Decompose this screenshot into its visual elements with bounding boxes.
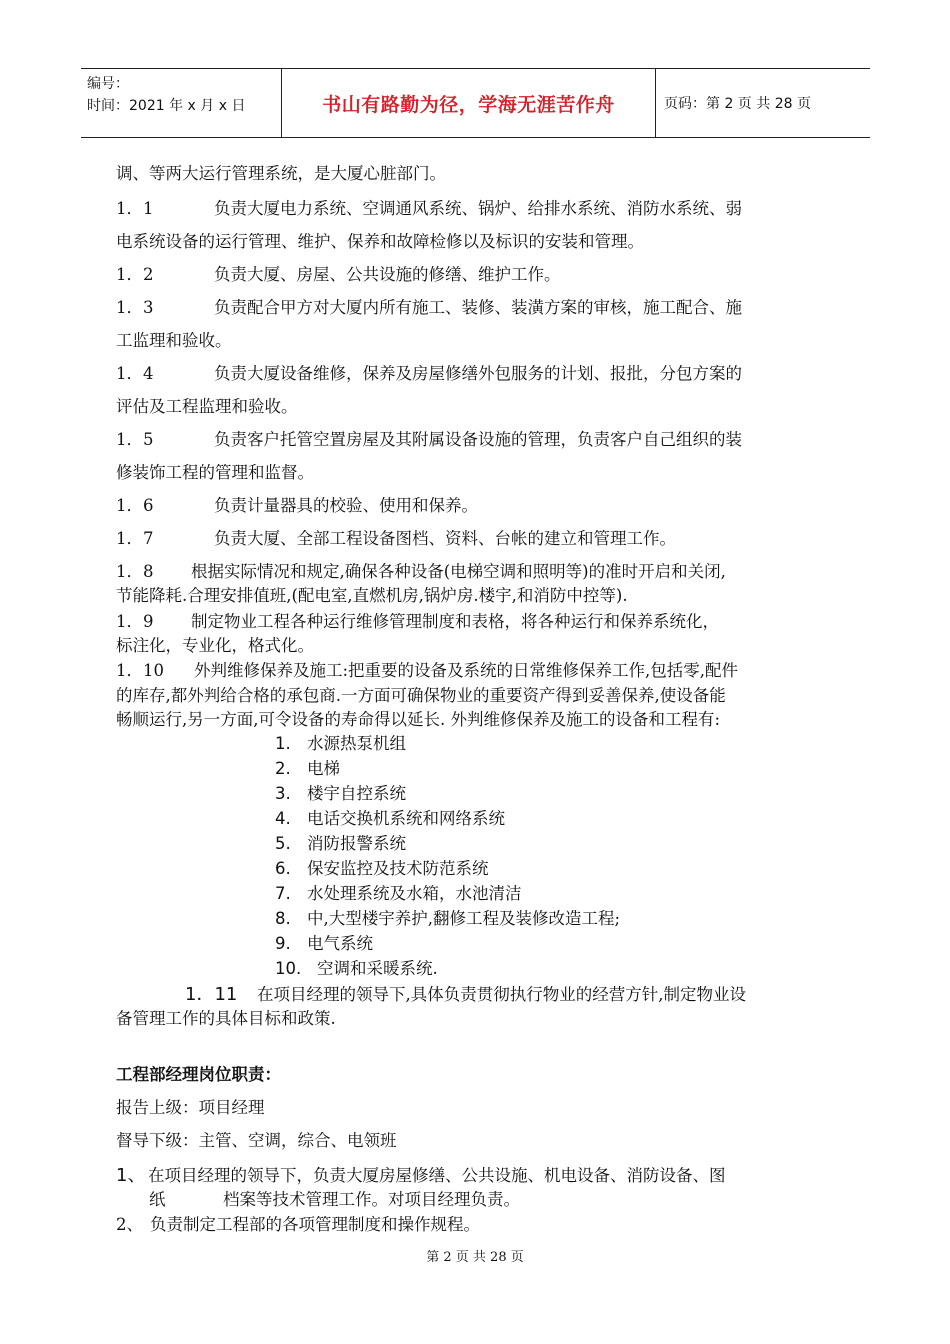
para-1-11 [185,980,746,1006]
equipment-list-item [275,755,340,779]
list-item-text: 消防报警系统 [307,834,406,853]
duty-number: 1、 [116,1165,146,1186]
para-1-9 [116,608,719,632]
list-item-number: 10. [275,959,302,978]
list-item-number: 5. [275,834,291,853]
equipment-list-item [275,880,522,904]
para-number: 1．5 [116,430,154,449]
equipment-list-item [275,830,406,854]
para-1-8-cont: 节能降耗.合理安排值班,(配电室,直燃机房,锅炉房.楼宇,和消防中控等). [116,586,628,605]
list-item-number: 4. [275,809,291,828]
para-1-4-cont: 评估及工程监理和验收。 [116,397,298,416]
list-item-number: 3. [275,784,291,803]
list-item-text: 中,大型楼宇养护,翻修工程及装修改造工程; [307,909,621,928]
para-text: 在项目经理的领导下,具体负责贯彻执行物业的经营方针,制定物业设 [257,985,746,1004]
header-meta [81,69,281,137]
duty-text: 负责制定工程部的各项管理制度和操作规程。 [150,1215,480,1234]
para-1-5 [116,426,742,450]
equipment-list-item [275,780,406,804]
supervise-subordinates: 督导下级：主管、空调，综合、电领班 [116,1131,397,1150]
list-item-number: 9. [275,934,291,953]
equipment-list-item [275,905,620,929]
header-motto: 书山有路勤为径，学海无涯苦作舟 [281,69,656,137]
para-1-1-cont: 电系统设备的运行管理、维护、保养和故障检修以及标识的安装和管理。 [116,232,644,251]
duty-text: 在项目经理的领导下，负责大厦房屋修缮、公共设施、机电设备、消防设备、图 [148,1166,726,1185]
para-1-3-cont: 工监理和验收。 [116,331,232,350]
page-header [81,68,870,138]
para-number: 1．11 [185,984,238,1005]
report-superior: 报告上级：项目经理 [116,1098,265,1117]
para-1-11-cont: 备管理工作的具体目标和政策. [116,1009,336,1028]
para-1-4 [116,360,742,384]
para-number: 1．6 [116,496,154,515]
para-text: 负责计量器具的校验、使用和保养。 [214,496,478,515]
doc-code-label: 编号： [87,76,129,92]
list-item-text: 空调和采暖系统. [317,959,438,978]
duty-number: 2、 [116,1215,143,1234]
equipment-list-item [275,730,406,754]
list-item-text: 保安监控及技术防范系统 [307,859,489,878]
para-number: 1．3 [116,298,154,317]
header-page-number: 页码：第 2 页 共 28 页 [664,96,811,112]
list-item-number: 8. [275,909,291,928]
duty-1-cont [149,1186,520,1210]
list-item-text: 电话交换机系统和网络系统 [307,809,505,828]
para-text: 根据实际情况和规定,确保各种设备(电梯空调和照明等)的准时开启和关闭, [191,562,726,581]
para-number: 1．2 [116,265,154,284]
list-item-number: 7. [275,884,291,903]
equipment-list-item [275,930,373,954]
equipment-list-item [275,855,489,879]
list-item-number: 1. [275,734,291,753]
para-text: 负责大厦设备维修，保养及房屋修缮外包服务的计划、报批，分包方案的 [214,364,742,383]
duty-2 [116,1211,480,1235]
para-text: 负责大厦、全部工程设备图档、资料、台帐的建立和管理工作。 [214,529,676,548]
para-1-9-cont: 标注化，专业化，格式化。 [116,636,314,655]
doc-date-label: 时间：2021 年 x 月 x 日 [87,98,246,114]
list-item-text: 电气系统 [307,934,373,953]
para-text: 负责大厦、房屋、公共设施的修缮、维护工作。 [214,265,561,284]
para-1-10-cont-2: 畅顺运行,另一方面,可令设备的寿命得以延长. 外判维修保养及施工的设备和工程有: [116,710,721,729]
para-text: 负责大厦电力系统、空调通风系统、锅炉、给排水系统、消防水系统、弱 [214,199,742,218]
para-number: 1．8 [116,562,154,581]
para-1-6 [116,492,478,516]
para-1-7 [116,525,676,549]
section-title: 工程部经理岗位职责： [116,1065,281,1084]
duty-text-part: 纸 [149,1190,166,1209]
list-item-number: 2. [275,759,291,778]
list-item-text: 楼宇自控系统 [307,784,406,803]
para-text: 制定物业工程各种运行维修管理制度和表格，将各种运行和保养系统化， [191,612,719,631]
para-text: 负责客户托管空置房屋及其附属设备设施的管理，负责客户自己组织的装 [214,430,742,449]
list-item-text: 水处理系统及水箱，水池清洁 [307,884,522,903]
para-1-8 [116,558,726,582]
para-1-10 [116,657,738,681]
list-item-text: 电梯 [307,759,340,778]
equipment-list-item [275,805,505,829]
para-1-2 [116,261,561,285]
duty-text-part: 档案等技术管理工作。对项目经理负责。 [223,1190,520,1209]
para-1-10-cont-1: 的库存,都外判给合格的承包商.一方面可确保物业的重要资产得到妥善保养,使设备能 [116,686,726,705]
para-number: 1．1 [116,199,154,218]
para-1-1 [116,195,742,219]
para-1-3 [116,294,742,318]
para-1-5-cont: 修装饰工程的管理和监督。 [116,463,314,482]
para-number: 1．10 [116,661,164,680]
para-number: 1．9 [116,612,154,631]
intro-line: 调、等两大运行管理系统，是大厦心脏部门。 [116,164,446,183]
para-text: 负责配合甲方对大厦内所有施工、装修、装潢方案的审核，施工配合、施 [214,298,742,317]
para-text: 外判维修保养及施工:把重要的设备及系统的日常维修保养工作,包括零,配件 [194,661,739,680]
para-number: 1．7 [116,529,154,548]
page-footer: 第 2 页 共 28 页 [426,1250,524,1265]
list-item-text: 水源热泵机组 [307,734,406,753]
para-number: 1．4 [116,364,154,383]
equipment-list-item [275,955,438,979]
list-item-number: 6. [275,859,291,878]
duty-1 [116,1161,726,1187]
